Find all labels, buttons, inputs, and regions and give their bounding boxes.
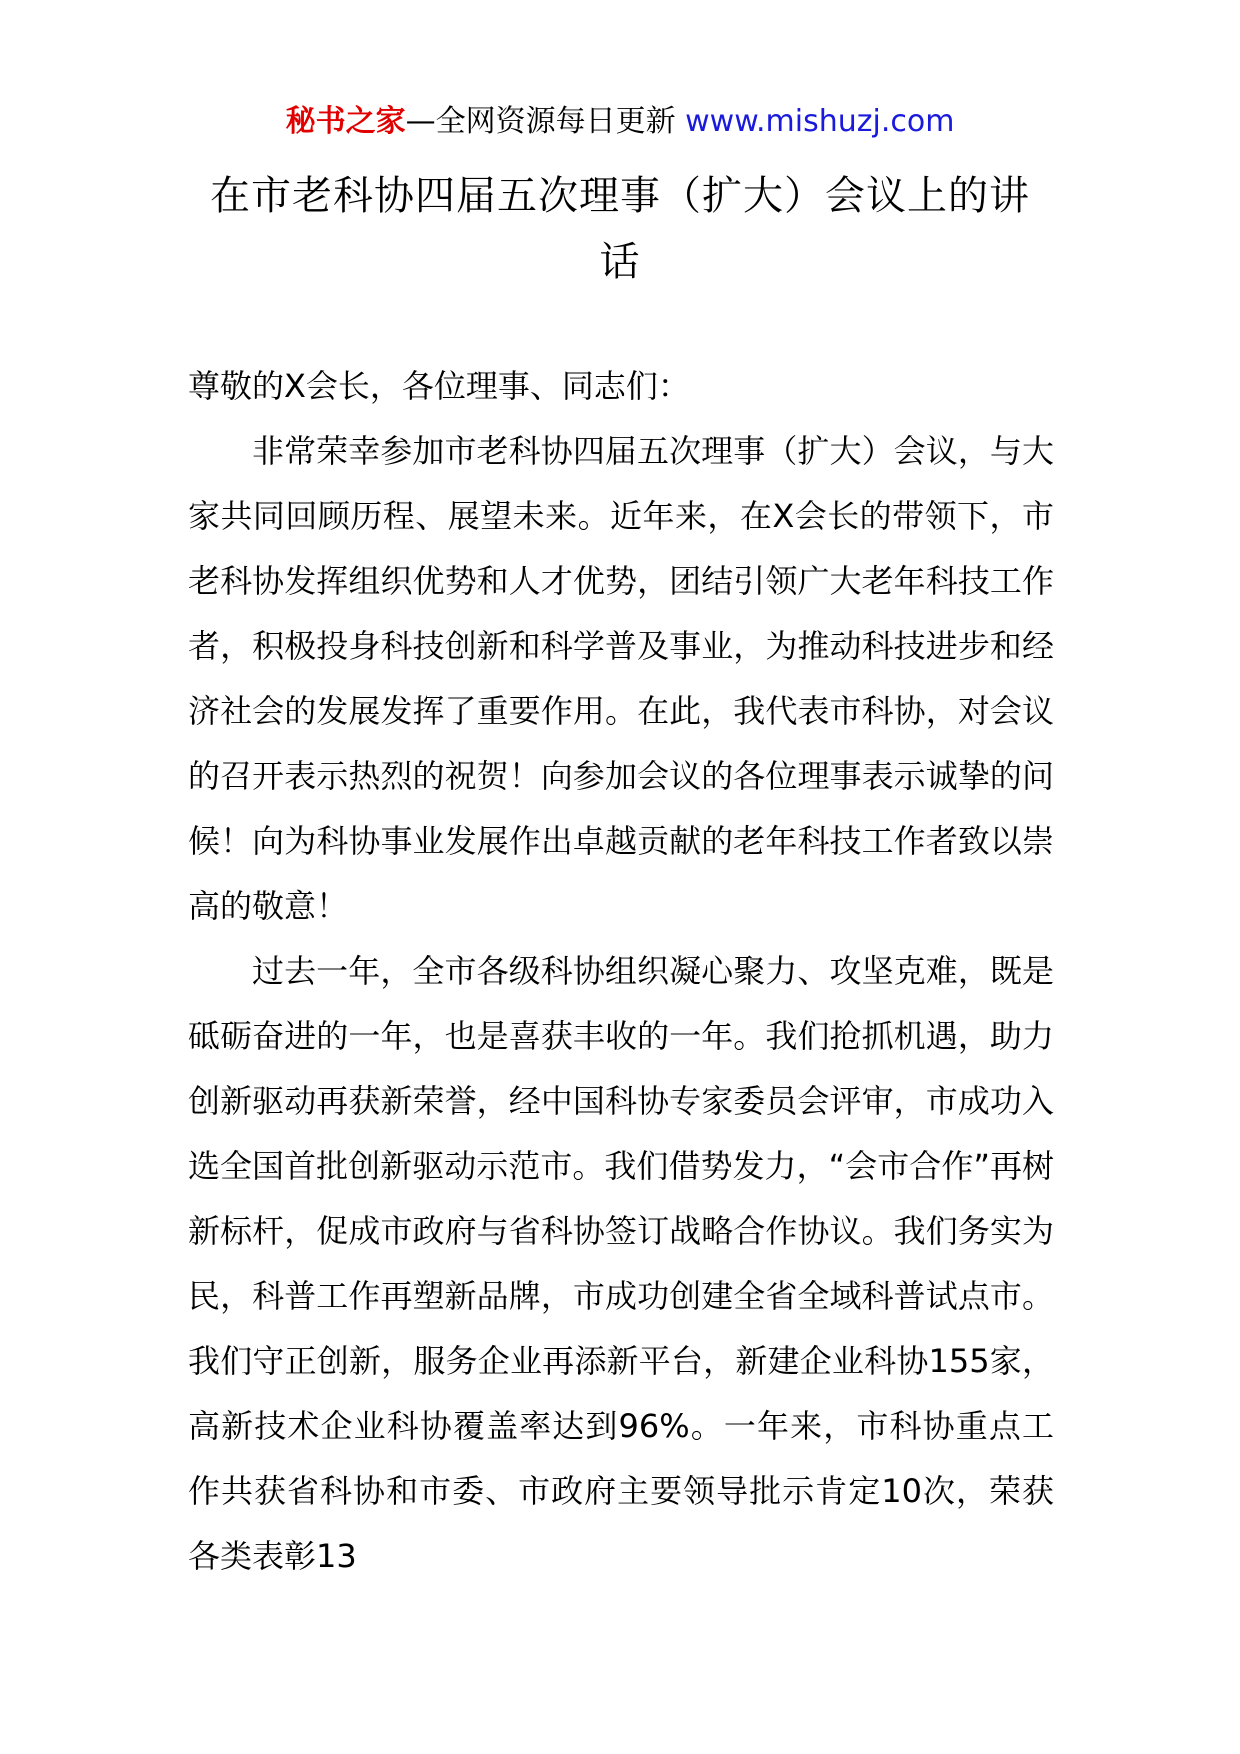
watermark-brand: 秘书之家 [285, 104, 406, 139]
document-title: 在市老科协四届五次理事（扩大）会议上的讲话 [210, 173, 1030, 285]
document-body [188, 354, 1054, 1589]
watermark-url[interactable]: www.mishuzj.com [685, 104, 955, 139]
watermark-header [0, 100, 1240, 144]
paragraph: 非常荣幸参加市老科协四届五次理事（扩大）会议，与大家共同回顾历程、展望未来。近年来，在X会长的带领下，市老科协发挥组织优势和人才优势，团结引领广大老年科技工作者，积极投身科技创新和科学普及事业，为推动科技进步和经济社会的发展发挥了重要作用。在此，我代表市科协，对会议的召开表示热烈的祝贺！向参加会议的各位理事表示诚挚的问候！向为科协事业发展作出卓越贡献的老年科技工作者致以崇高的敬意！ [188, 432, 1054, 925]
paragraph: 过去一年，全市各级科协组织凝心聚力、攻坚克难，既是砥砺奋进的一年，也是喜获丰收的一年。我们抢抓机遇，助力创新驱动再获新荣誉，经中国科协专家委员会评审，市成功入选全国首批创新驱动示范市。我们借势发力，“会市合作”再树新标杆，促成市政府与省科协签订战略合作协议。我们务实为民，科普工作再塑新品牌，市成功创建全省全域科普试点市。我们守正创新，服务企业再添新平台，新建企业科协155家，高新技术企业科协覆盖率达到96%。一年来，市科协重点工作共获省科协和市委、市政府主要领导批示肯定10次，荣获各类表彰13 [188, 952, 1054, 1575]
salutation: 尊敬的X会长，各位理事、同志们： [188, 367, 690, 405]
watermark-tagline: —全网资源每日更新 [405, 104, 676, 139]
